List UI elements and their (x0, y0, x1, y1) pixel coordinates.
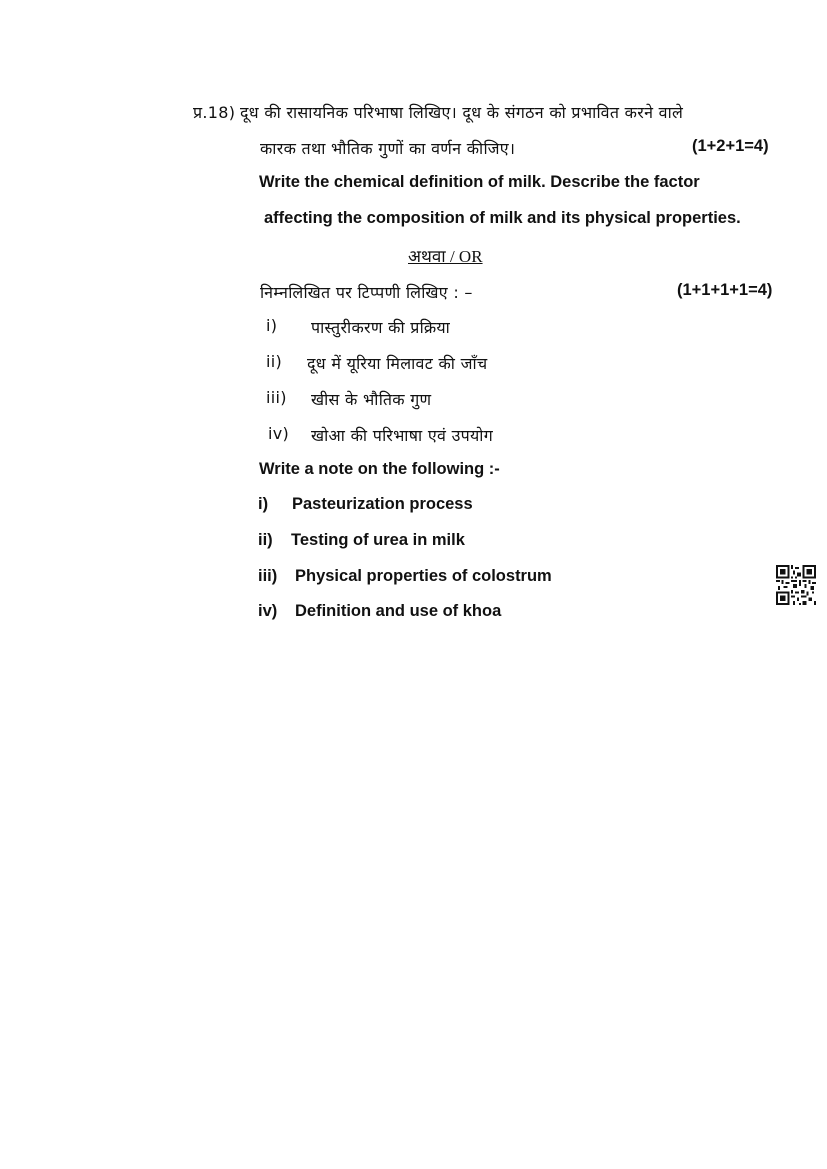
item-text: खोआ की परिभाषा एवं उपयोग (311, 426, 494, 445)
alternative-english-prompt: Write a note on the following :- (259, 460, 500, 478)
question-english-line-2: affecting the composition of milk and its physical properties. (264, 209, 741, 227)
question-english-line-1: Write the chemical definition of milk. Describe the factor (259, 173, 700, 191)
item-number: i) (266, 316, 278, 335)
or-separator: अथवा / OR (408, 247, 483, 266)
item-number: iv) (268, 424, 290, 443)
question-number: प्र.18) (193, 103, 236, 122)
item-number: iv) (258, 602, 278, 620)
question-hindi-line-1: दूध की रासायनिक परिभाषा लिखिए। दूध के संगठन को प्रभावित करने वाले (240, 103, 684, 122)
alternative-hindi-prompt: निम्नलिखित पर टिप्पणी लिखिए : – (260, 283, 473, 302)
item-text: Pasteurization process (292, 495, 473, 513)
item-text: खीस के भौतिक गुण (311, 390, 432, 409)
item-number: ii) (258, 531, 273, 549)
item-text: Physical properties of colostrum (295, 567, 552, 585)
item-number: i) (258, 495, 269, 513)
item-text: पास्तुरीकरण की प्रक्रिया (311, 318, 451, 337)
item-text: Definition and use of khoa (295, 602, 502, 620)
question-hindi-line-2: कारक तथा भौतिक गुणों का वर्णन कीजिए। (260, 139, 516, 158)
item-number: iii) (266, 388, 287, 407)
qr-code-icon (776, 565, 816, 605)
item-number: ii) (266, 352, 283, 371)
item-text: दूध में यूरिया मिलावट की जाँच (307, 354, 488, 373)
alternative-marks: (1+1+1+1=4) (677, 281, 773, 299)
item-text: Testing of urea in milk (291, 531, 465, 549)
item-number: iii) (258, 567, 278, 585)
question-marks: (1+2+1=4) (692, 137, 769, 155)
